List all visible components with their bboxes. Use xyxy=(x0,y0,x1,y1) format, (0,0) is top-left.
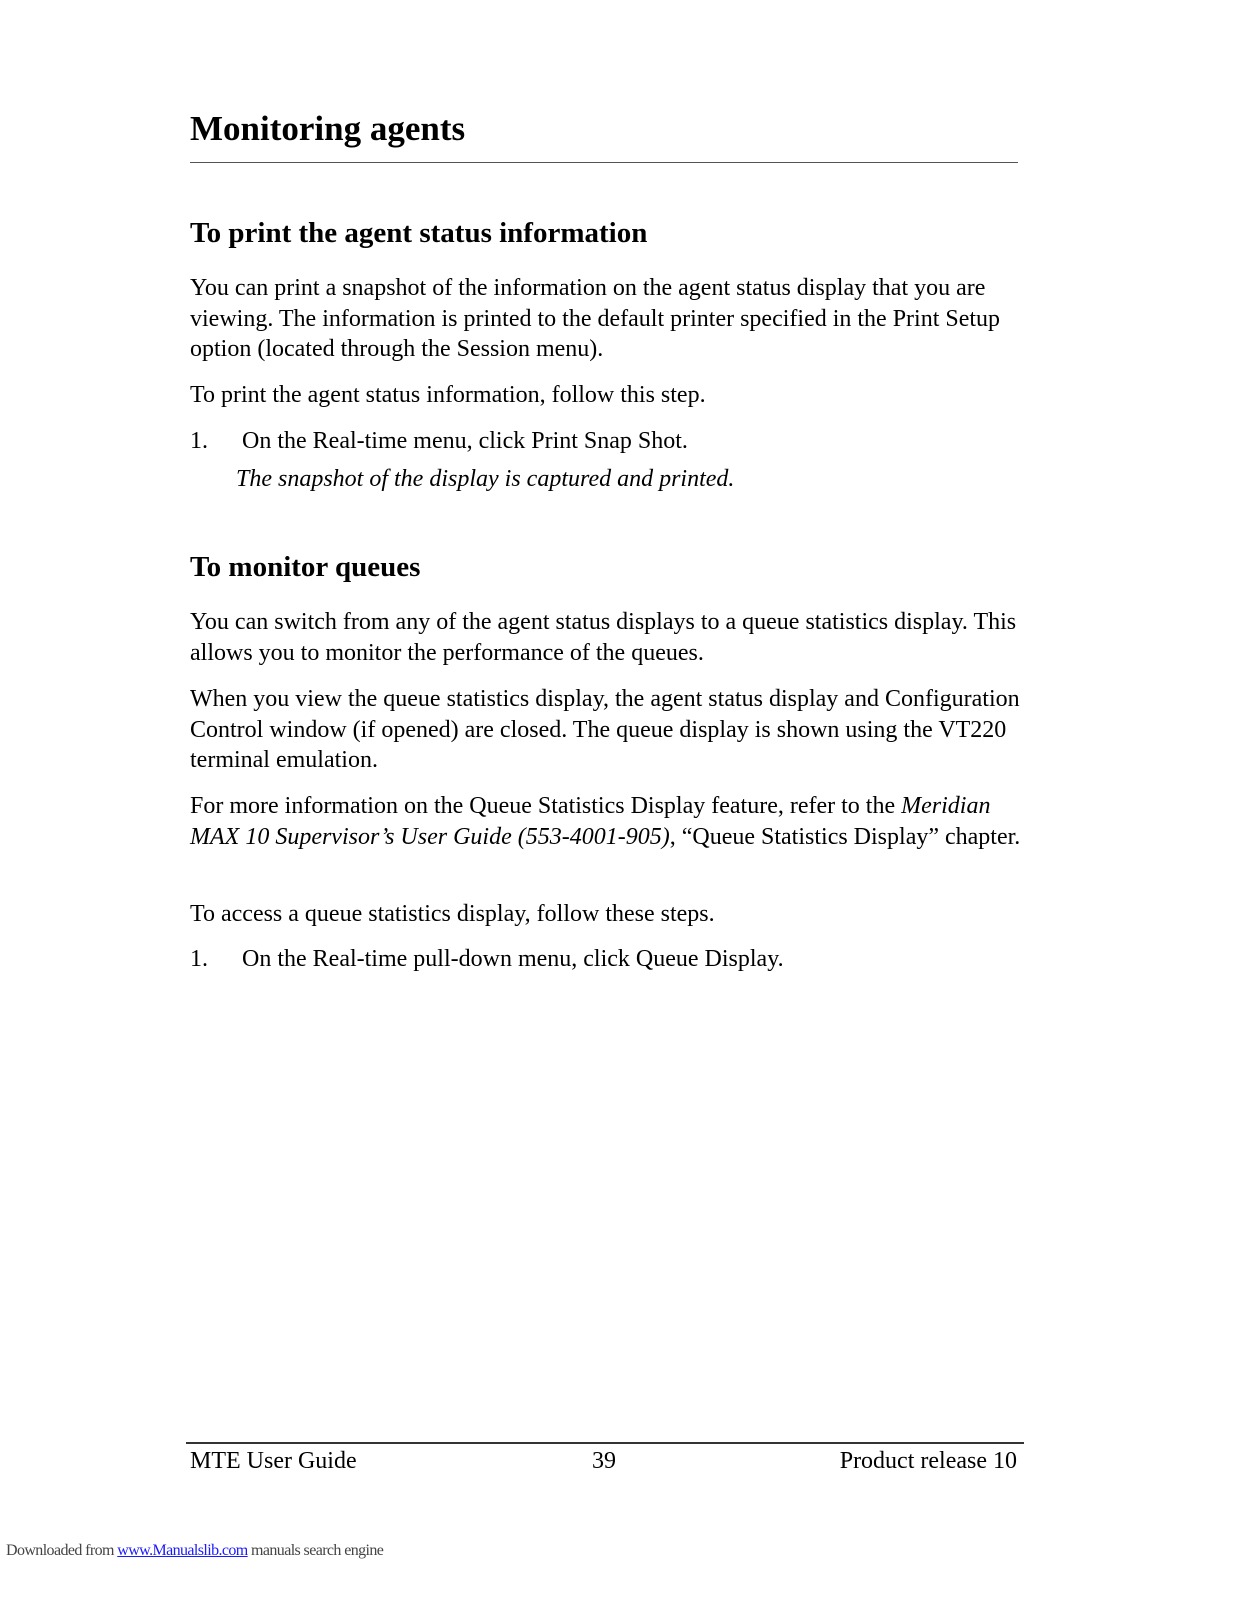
footer-divider xyxy=(186,1442,1024,1444)
download-prefix: Downloaded from xyxy=(6,1542,118,1559)
step-print-snapshot xyxy=(190,426,1030,456)
step-result: The snapshot of the display is captured and printed. xyxy=(236,466,735,492)
reference-tail: , “Queue Statistics Display” chapter. xyxy=(669,823,1021,850)
paragraph-queues-display: When you view the queue statistics display, the agent status display and Configuration Control window (if opened) are closed. The queue display is shown using the VT220 terminal emulation. xyxy=(190,686,1020,773)
reference-book-title: Meridian MAX 10 Supervisor’s User Guide (553-4001-905) xyxy=(190,793,991,850)
step-text: On the Real-time pull-down menu, click Queue Display. xyxy=(242,946,784,972)
footer-page-number: 39 xyxy=(592,1448,616,1474)
reference-lead: For more information on the Queue Statistics Display feature, refer to the xyxy=(190,793,896,819)
paragraph-queues-reference xyxy=(190,791,1030,852)
page-title: Monitoring agents xyxy=(190,109,466,148)
section-heading-queues: To monitor queues xyxy=(190,551,421,583)
paragraph-print-intro: You can print a snapshot of the information on the agent status display that you are viewing. The information is printed to the default printer specified in the Print Setup option (located through the Session menu). xyxy=(190,275,1001,362)
title-divider xyxy=(190,162,1018,163)
step-text: On the Real-time menu, click Print Snap Shot. xyxy=(242,428,688,454)
paragraph-print-instruction: To print the agent status information, follow this step. xyxy=(190,382,706,408)
manualslib-link[interactable]: www.Manualslib.com xyxy=(117,1542,248,1559)
section-heading-print: To print the agent status information xyxy=(190,217,648,249)
step-number: 1. xyxy=(190,428,208,454)
paragraph-queues-intro: You can switch from any of the agent status displays to a queue statistics display. This allows you to monitor the performance of the queues. xyxy=(190,609,1017,666)
download-note xyxy=(6,1541,383,1561)
download-suffix: manuals search engine xyxy=(247,1542,384,1559)
paragraph-queues-steps-intro: To access a queue statistics display, follow these steps. xyxy=(190,901,715,927)
step-queue-display xyxy=(190,944,1030,974)
footer-release: Product release 10 xyxy=(839,1448,1017,1474)
footer-guide-title: MTE User Guide xyxy=(190,1448,357,1474)
step-number: 1. xyxy=(190,946,208,972)
